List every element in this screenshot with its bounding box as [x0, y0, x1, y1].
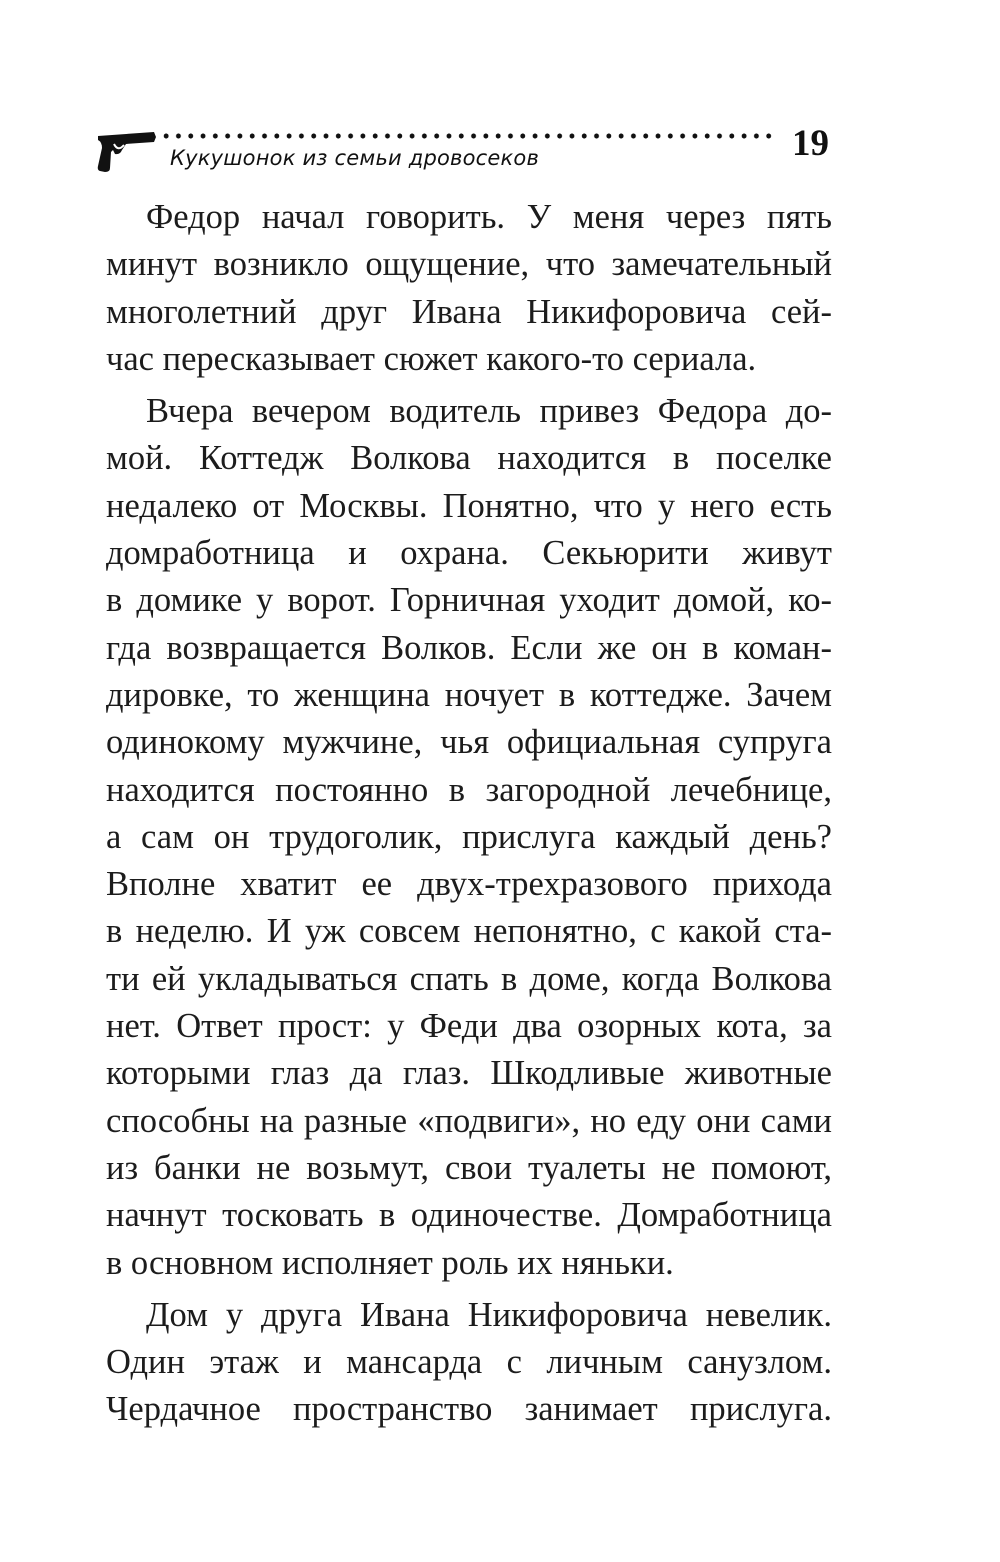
- text-line: мой. Коттедж Волкова находится в поселке: [106, 439, 832, 478]
- page-number: 19: [792, 123, 829, 164]
- text-line: Федор начал говорить. У меня через пять: [146, 198, 832, 236]
- text-line: многолетний друг Ивана Никифоровича сей-: [106, 292, 832, 331]
- paragraph: [106, 194, 832, 383]
- text-line: которыми глаз да глаз. Шкодливые животные: [106, 1054, 832, 1093]
- header-dotted-rule: [160, 132, 778, 140]
- text-line: домработница и охрана. Секьюрити живут: [106, 534, 832, 573]
- paragraph: [106, 388, 832, 1287]
- text-line: нет. Ответ прост: у Феди два озорных кота, за: [106, 1007, 832, 1046]
- running-title: Кукушонок из семьи дровосеков: [170, 146, 540, 170]
- body-text: [106, 194, 832, 1439]
- text-line: минут возникло ощущение, что замечательный: [106, 245, 832, 284]
- text-line: Вчера вечером водитель привез Федора до-: [146, 392, 832, 431]
- text-line: из банки не возьмут, свои туалеты не помоют,: [106, 1148, 832, 1187]
- text-line: Вполне хватит ее двух-трехразового прихода: [106, 865, 832, 904]
- text-line: Один этаж и мансарда с личным санузлом.: [106, 1343, 832, 1382]
- text-line: Дом у друга Ивана Никифоровича невелик.: [146, 1295, 832, 1334]
- text-line: в неделю. И уж совсем непонятно, с какой ста-: [106, 912, 832, 951]
- text-line: находится постоянно в загородной лечебнице,: [106, 770, 832, 809]
- text-line: ти ей укладываться спать в доме, когда Волкова: [106, 959, 832, 998]
- text-line: одинокому мужчине, чья официальная супруга: [106, 723, 832, 762]
- text-line: дировке, то женщина ночует в коттедже. Зачем: [106, 675, 832, 714]
- text-line: в домике у ворот. Горничная уходит домой, ко-: [106, 581, 832, 620]
- text-line: гда возвращается Волков. Если же он в коман-: [106, 628, 832, 667]
- text-line: Чердачное пространство занимает прислуга.: [106, 1390, 832, 1429]
- text-line: а сам он трудоголик, прислуга каждый день?: [106, 817, 832, 856]
- text-line: в основном исполняет роль их няньки.: [106, 1243, 674, 1282]
- text-line: начнут тосковать в одиночестве. Домработница: [106, 1196, 832, 1235]
- revolver-icon: [96, 128, 158, 174]
- page-header: [96, 120, 836, 184]
- text-line: недалеко от Москвы. Понятно, что у него есть: [106, 486, 832, 525]
- text-line: час пересказывает сюжет какого-то сериала.: [106, 339, 757, 378]
- text-line: способны на разные «подвиги», но еду они сами: [106, 1101, 832, 1140]
- paragraph: [106, 1292, 832, 1434]
